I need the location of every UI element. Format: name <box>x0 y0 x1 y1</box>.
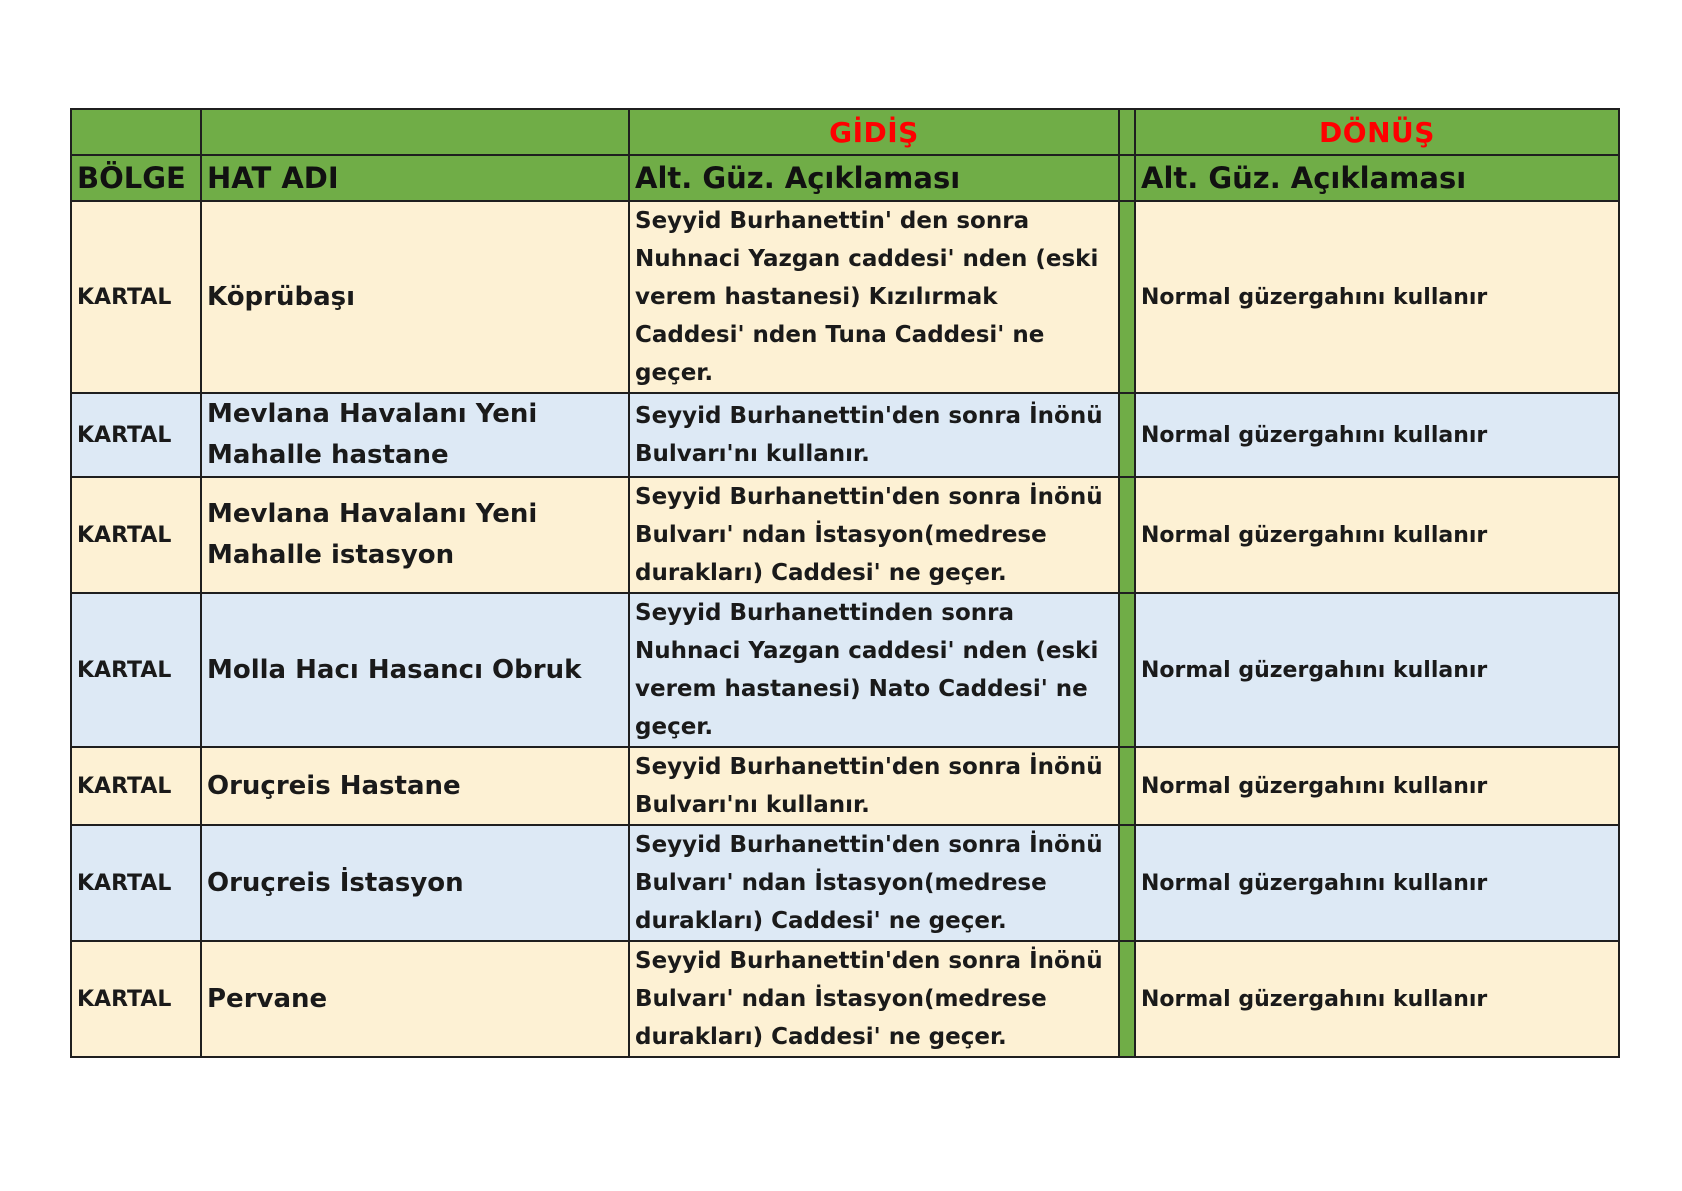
header-empty-name <box>201 109 629 155</box>
column-separator <box>1119 941 1135 1057</box>
cell-bolge: KARTAL <box>71 477 201 593</box>
cell-bolge: KARTAL <box>71 393 201 477</box>
header-gidis-aciklama: Alt. Güz. Açıklaması <box>629 155 1119 201</box>
table-row <box>71 201 1619 393</box>
cell-gidis: Seyyid Burhanettin'den sonra İnönü Bulvarı' ndan İstasyon(medrese durakları) Caddesi' ne geçer. <box>629 941 1119 1057</box>
cell-gidis: Seyyid Burhanettin'den sonra İnönü Bulvarı' ndan İstasyon(medrese durakları) Caddesi' ne geçer. <box>629 825 1119 941</box>
header-donus-aciklama: Alt. Güz. Açıklaması <box>1135 155 1619 201</box>
header-gidis: GİDİŞ <box>629 109 1119 155</box>
cell-hat-adi: Pervane <box>201 941 629 1057</box>
table-row <box>71 747 1619 825</box>
column-separator <box>1119 201 1135 393</box>
table-row <box>71 941 1619 1057</box>
column-separator <box>1119 593 1135 747</box>
cell-hat-adi: Oruçreis Hastane <box>201 747 629 825</box>
cell-bolge: KARTAL <box>71 593 201 747</box>
cell-donus: Normal güzergahını kullanır <box>1135 393 1619 477</box>
cell-gidis: Seyyid Burhanettin'den sonra İnönü Bulvarı'nı kullanır. <box>629 393 1119 477</box>
cell-hat-adi: Köprübaşı <box>201 201 629 393</box>
cell-gidis: Seyyid Burhanettin'den sonra İnönü Bulvarı'nı kullanır. <box>629 747 1119 825</box>
header-row-columns <box>71 155 1619 201</box>
table-row <box>71 593 1619 747</box>
cell-donus: Normal güzergahını kullanır <box>1135 825 1619 941</box>
route-table-sheet <box>70 108 1618 1058</box>
column-separator <box>1119 393 1135 477</box>
cell-bolge: KARTAL <box>71 201 201 393</box>
header-hat-adi: HAT ADI <box>201 155 629 201</box>
cell-donus: Normal güzergahını kullanır <box>1135 477 1619 593</box>
cell-bolge: KARTAL <box>71 825 201 941</box>
table-row <box>71 477 1619 593</box>
column-separator <box>1119 109 1135 155</box>
cell-hat-adi: Mevlana Havalanı Yeni Mahalle istasyon <box>201 477 629 593</box>
alternative-route-table <box>70 108 1620 1058</box>
header-bolge: BÖLGE <box>71 155 201 201</box>
cell-hat-adi: Oruçreis İstasyon <box>201 825 629 941</box>
cell-gidis: Seyyid Burhanettin' den sonra Nuhnaci Yazgan caddesi' nden (eski verem hastanesi) Kızılırmak Caddesi' nden Tuna Caddesi' ne geçer. <box>629 201 1119 393</box>
header-empty-region <box>71 109 201 155</box>
header-donus: DÖNÜŞ <box>1135 109 1619 155</box>
cell-donus: Normal güzergahını kullanır <box>1135 201 1619 393</box>
cell-gidis: Seyyid Burhanettinden sonra Nuhnaci Yazgan caddesi' nden (eski verem hastanesi) Nato Caddesi' ne geçer. <box>629 593 1119 747</box>
cell-bolge: KARTAL <box>71 747 201 825</box>
cell-bolge: KARTAL <box>71 941 201 1057</box>
column-separator <box>1119 477 1135 593</box>
cell-donus: Normal güzergahını kullanır <box>1135 747 1619 825</box>
column-separator <box>1119 747 1135 825</box>
cell-hat-adi: Molla Hacı Hasancı Obruk <box>201 593 629 747</box>
column-separator <box>1119 155 1135 201</box>
cell-hat-adi: Mevlana Havalanı Yeni Mahalle hastane <box>201 393 629 477</box>
cell-gidis: Seyyid Burhanettin'den sonra İnönü Bulvarı' ndan İstasyon(medrese durakları) Caddesi' ne geçer. <box>629 477 1119 593</box>
table-row <box>71 825 1619 941</box>
table-row <box>71 393 1619 477</box>
cell-donus: Normal güzergahını kullanır <box>1135 941 1619 1057</box>
cell-donus: Normal güzergahını kullanır <box>1135 593 1619 747</box>
column-separator <box>1119 825 1135 941</box>
header-row-directions <box>71 109 1619 155</box>
